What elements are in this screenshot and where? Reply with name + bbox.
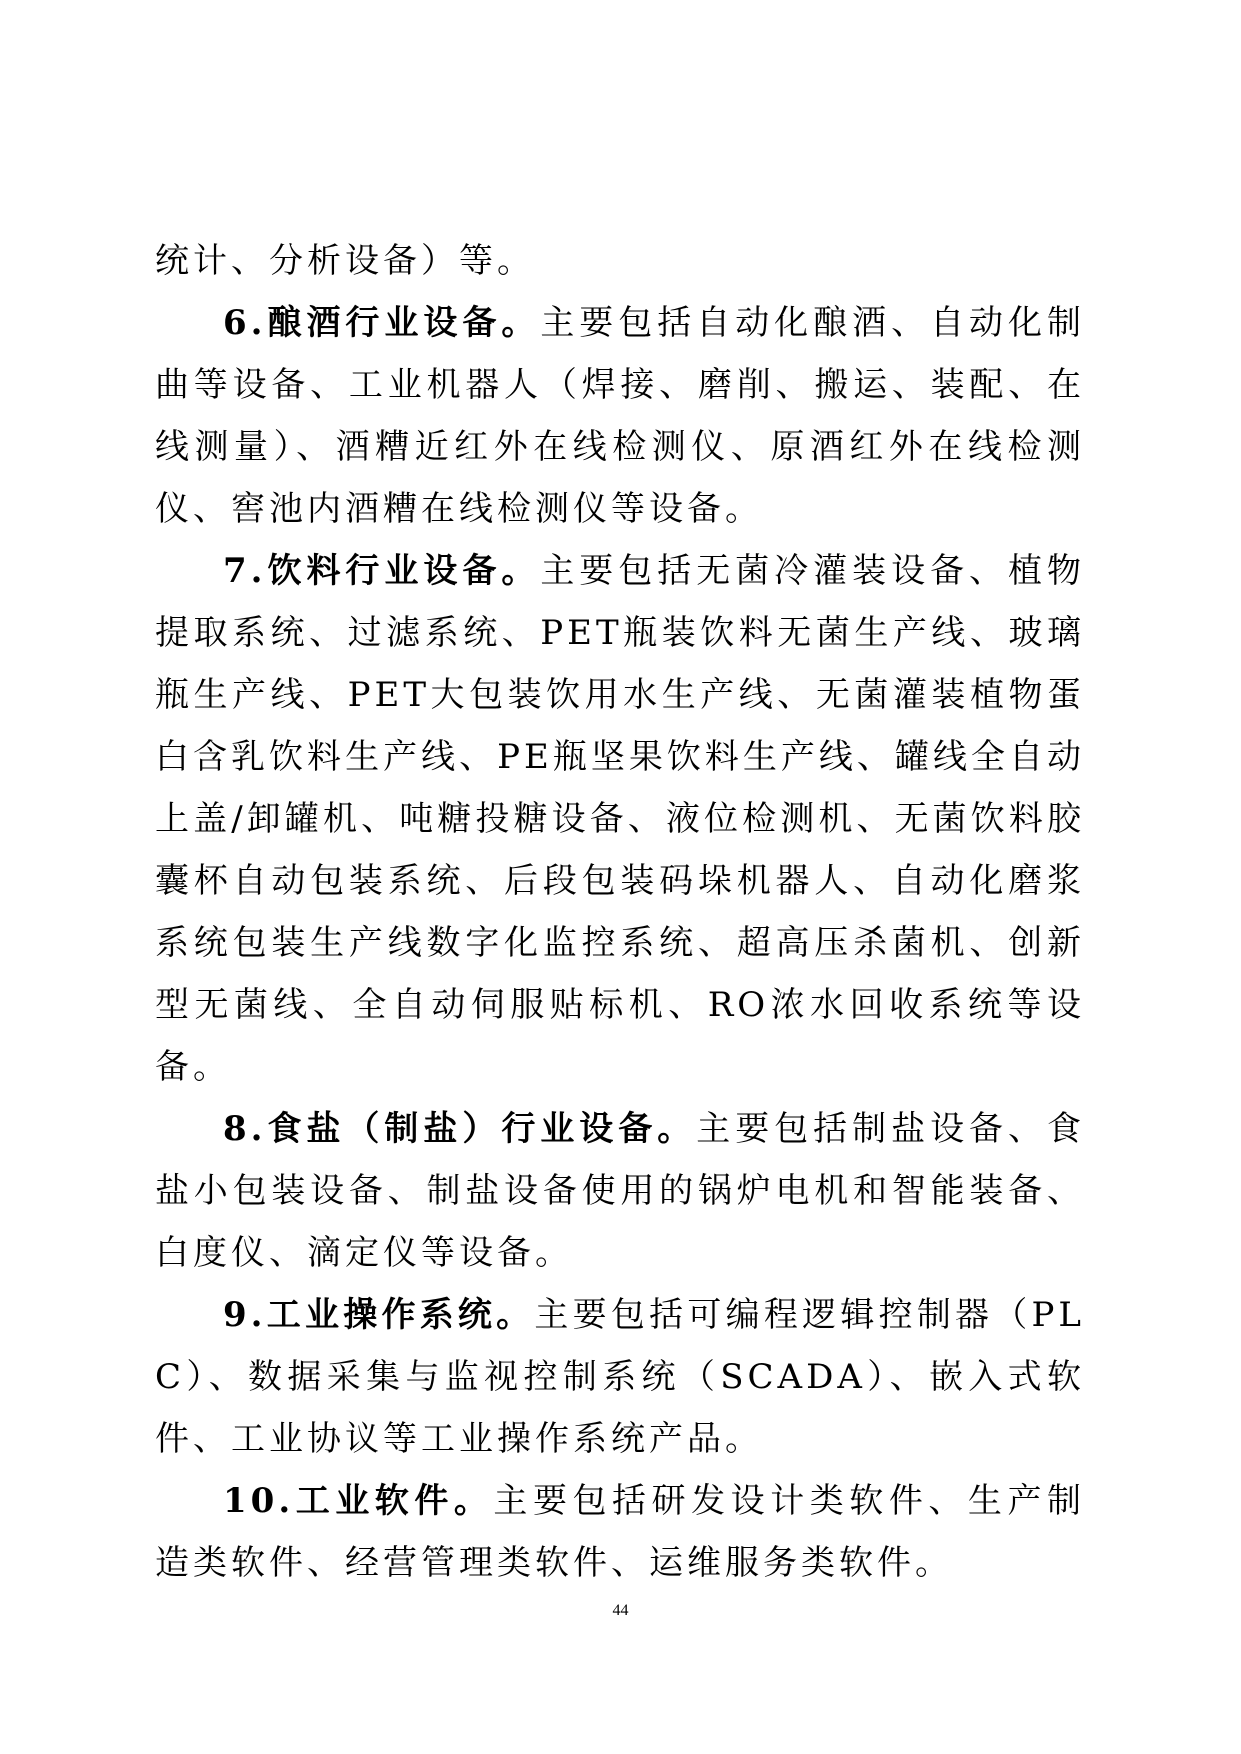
document-body bbox=[155, 230, 1085, 1594]
paragraph-heading: 8.食盐（制盐）行业设备。 bbox=[223, 1109, 697, 1149]
paragraph-industrial-os bbox=[155, 1284, 1085, 1470]
paragraph-salt-equipment bbox=[155, 1098, 1085, 1284]
paragraph-body: 主要包括自动化酿酒、自动化制曲等设备、工业机器人（焊接、磨削、搬运、装配、在线测量）、酒糟近红外在线检测仪、原酒红外在线检测仪、窖池内酒糟在线检测仪等设备。 bbox=[155, 303, 1086, 529]
paragraph-body: 主要包括无菌冷灌装设备、植物提取系统、过滤系统、PET瓶装饮料无菌生产线、玻璃瓶生产线、PET大包装饮用水生产线、无菌灌装植物蛋白含乳饮料生产线、PE瓶坚果饮料生产线、罐线全自动上盖/卸罐机、吨糖投糖设备、液位检测机、无菌饮料胶囊杯自动包装系统、后段包装码垛机器人、自动化磨浆系统包装生产线数字化监控系统、超高压杀菌机、创新型无菌线、全自动伺服贴标机、RO浓水回收系统等设备。 bbox=[155, 551, 1086, 1087]
paragraph-beverage-equipment bbox=[155, 540, 1085, 1098]
paragraph-continuation bbox=[155, 230, 1085, 292]
paragraph-heading: 6.酿酒行业设备。 bbox=[223, 303, 541, 343]
paragraph-heading: 10.工业软件。 bbox=[223, 1481, 494, 1521]
paragraph-body: 主要包括研发设计类软件、生产制造类软件、经营管理类软件、运维服务类软件。 bbox=[155, 1481, 1085, 1583]
paragraph-body: 统计、分析设备）等。 bbox=[155, 241, 535, 281]
paragraph-liquor-equipment bbox=[155, 292, 1085, 540]
paragraph-body: 主要包括可编程逻辑控制器（PLC）、数据采集与监视控制系统（SCADA）、嵌入式软件、工业协议等工业操作系统产品。 bbox=[155, 1295, 1085, 1459]
paragraph-body: 主要包括制盐设备、食盐小包装设备、制盐设备使用的锅炉电机和智能装备、白度仪、滴定仪等设备。 bbox=[155, 1109, 1086, 1273]
paragraph-heading: 9.工业操作系统。 bbox=[223, 1295, 535, 1335]
paragraph-industrial-software bbox=[155, 1470, 1085, 1594]
page-number: 44 bbox=[612, 1602, 629, 1619]
paragraph-heading: 7.饮料行业设备。 bbox=[223, 551, 541, 591]
